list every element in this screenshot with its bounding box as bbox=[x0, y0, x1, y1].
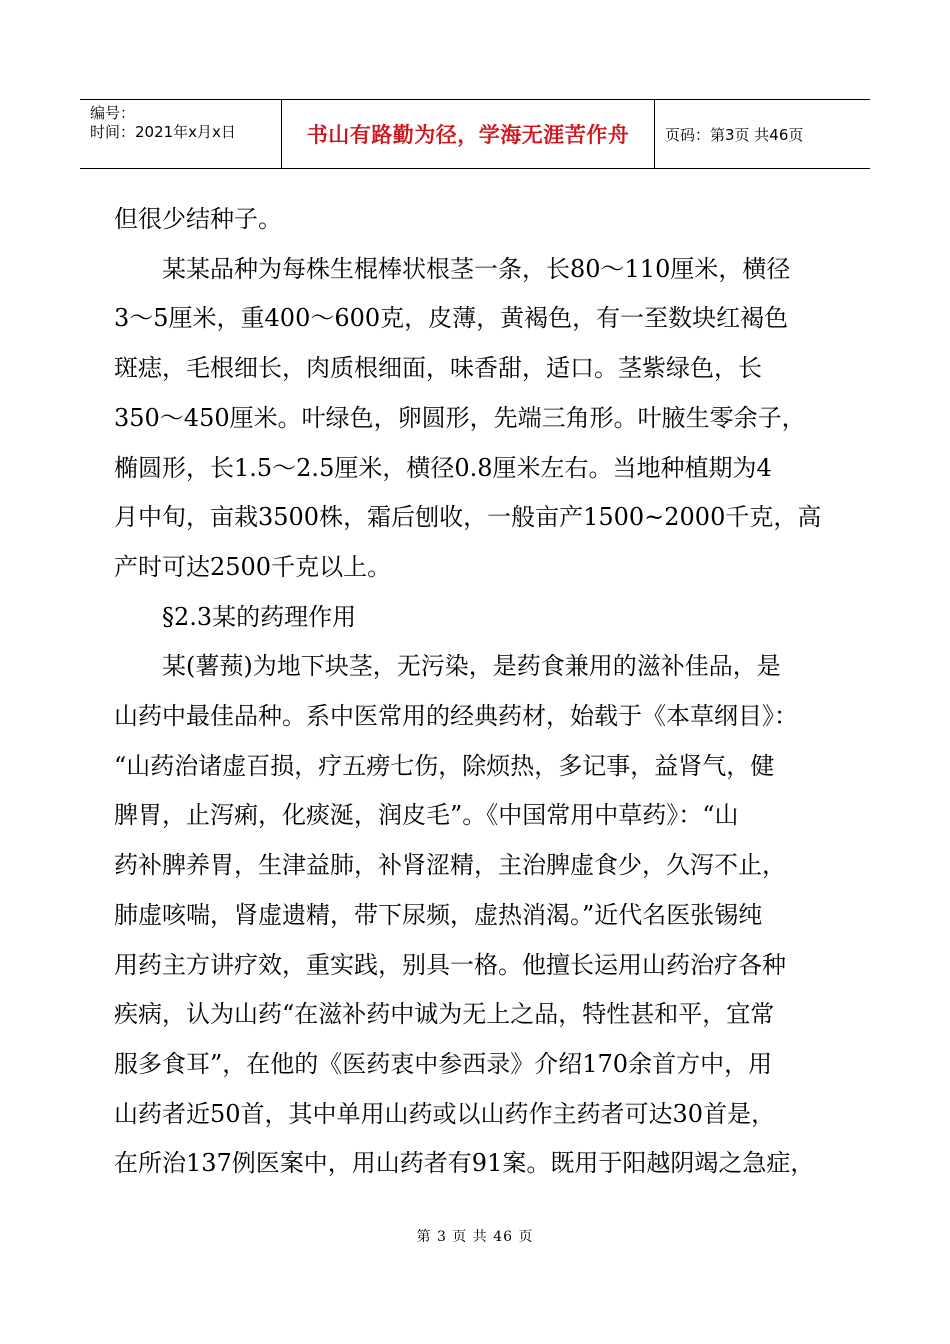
text-line: 山药中最佳品种。系中医常用的经典药材，始载于《本草纲目》： bbox=[114, 702, 798, 731]
text-line: 药补脾养胃，生津益肺，补肾涩精，主治脾虚食少，久泻不止， bbox=[114, 851, 786, 880]
text-line: 月中旬，亩栽3500株，霜后刨收，一般亩产1500~2000千克，高 bbox=[114, 503, 822, 532]
text-line: 产时可达2500千克以上。 bbox=[114, 552, 392, 581]
document-time-label: 时间：2021年x月x日 bbox=[90, 123, 236, 141]
text-line: 350～450厘米。叶绿色，卵圆形，先端三角形。叶腋生零余子， bbox=[114, 403, 806, 432]
text-line: 3～5厘米，重400～600克，皮薄，黄褐色，有一至数块红褐色 bbox=[114, 304, 789, 333]
header-motto: 书山有路勤为径，学海无涯苦作舟 bbox=[282, 100, 655, 168]
text-line: “山药治诸虚百损，疗五痨七伤，除烦热，多记事，益肾气，健 bbox=[114, 751, 775, 780]
text-line: 疾病，认为山药“在滋补药中诚为无上之品，特性甚和平，宜常 bbox=[114, 1000, 775, 1029]
header-table bbox=[80, 99, 870, 169]
text-line: 脾胃，止泻痢，化痰涎，润皮毛”。《中国常用中草药》：“山 bbox=[114, 801, 739, 830]
document-number-label: 编号： bbox=[90, 104, 136, 122]
text-line: 但很少结种子。 bbox=[114, 205, 282, 233]
text-line: 服多食耳”，在他的《医药衷中参西录》介绍170余首方中，用 bbox=[114, 1049, 773, 1078]
header-meta-cell bbox=[80, 100, 282, 168]
text-line: 椭圆形，长1.5～2.5厘米，横径0.8厘米左右。当地种植期为4 bbox=[114, 453, 772, 482]
text-line: 山药者近50首，其中单用山药或以山药作主药者可达30首是， bbox=[114, 1099, 776, 1128]
text-line: 用药主方讲疗效，重实践，别具一格。他擅长运用山药治疗各种 bbox=[114, 950, 786, 979]
text-line: 在所治137例医案中，用山药者有91案。既用于阳越阴竭之急症， bbox=[114, 1149, 815, 1178]
section-heading: §2.3某的药理作用 bbox=[114, 602, 357, 631]
header-page-info: 页码：第3页 共46页 bbox=[665, 125, 804, 144]
text-line: 肺虚咳喘，肾虚遗精，带下尿频，虚热消渴。”近代名医张锡纯 bbox=[114, 900, 763, 929]
page-footer: 第 3 页 共 46 页 bbox=[416, 1229, 534, 1245]
text-line: 斑痣，毛根细长，肉质根细面，味香甜，适口。茎紫绿色，长 bbox=[114, 354, 762, 383]
body-text bbox=[114, 195, 840, 1189]
text-line: 某某品种为每株生棍棒状根茎一条，长80～110厘米，横径 bbox=[114, 254, 791, 283]
text-line: 某(薯蓣)为地下块茎，无污染，是药食兼用的滋补佳品，是 bbox=[114, 652, 781, 681]
